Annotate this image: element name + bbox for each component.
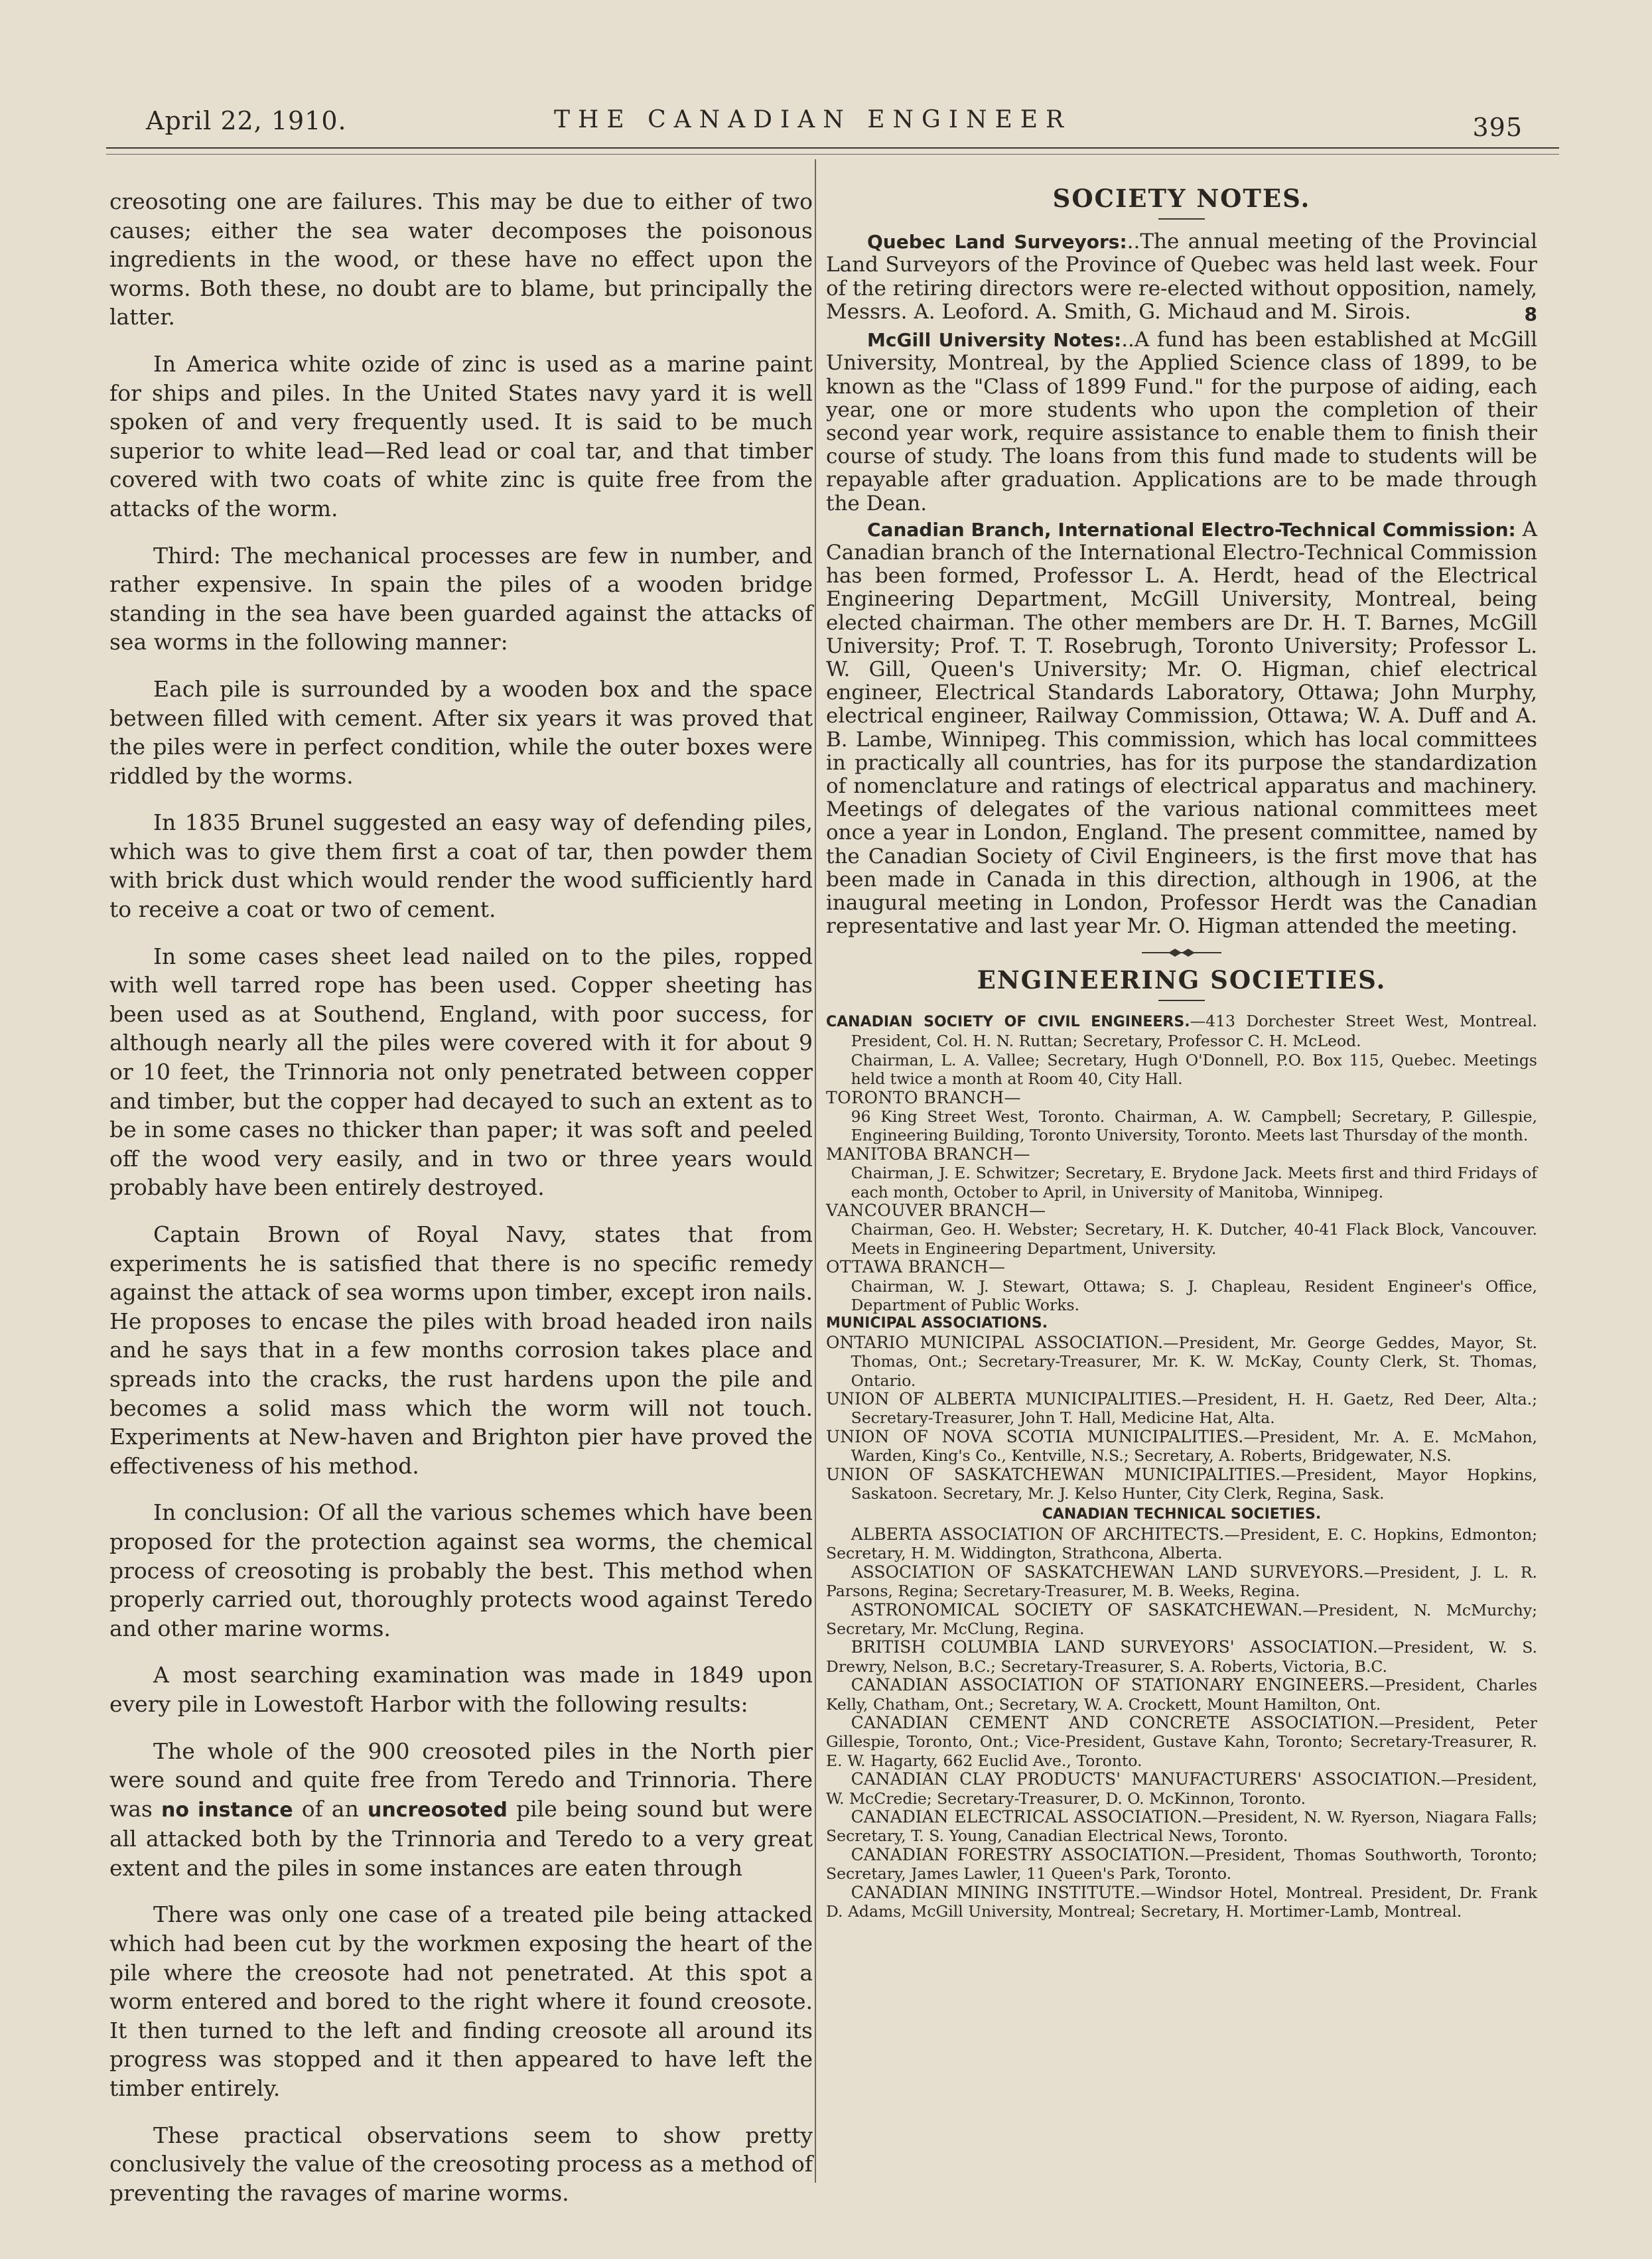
ornament-icon [1142,947,1221,958]
branch-entry: 96 King Street West, Toronto. Chairman, A. W. Campbell; Secretary, P. Gillespie, Engineering Building, Toronto University, Toronto. Meets last Thursday of the month. [851,1107,1537,1145]
header-rule-thin [106,154,1559,155]
article-paragraph: A most searching examination was made in 1849 upon every pile in Lowestoft Harbor with the following results: [109,1662,813,1717]
directory-entry: ASTRONOMICAL SOCIETY OF SASKATCHEWAN.—President, N. McMurchy; Secretary, Mr. McClung, Regina. [826,1600,1537,1638]
article-column [109,187,813,2225]
branch-heading: TORONTO BRANCH— [826,1087,1022,1107]
directory-entry: ASSOCIATION OF SASKATCHEWAN LAND SURVEYORS.—President, J. L. R. Parsons, Regina; Secretary-Treasurer, M. B. Weeks, Regina. [826,1562,1537,1601]
article-paragraph: In America white ozide of zinc is used as a marine paint for ships and piles. In the United States navy yard it is well spoken of and very frequently used. It is said to be much superior to white lead—Red lead or coal tar, and that timber covered with two coats of white zinc is quite free from the attacks of the worm. [109,350,813,521]
directory-entry: UNION OF SASKATCHEWAN MUNICIPALITIES.—President, Mayor Hopkins, Saskatoon. Secretary, Mr. J. Kelso Hunter, City Clerk, Regina, Sask. [826,1464,1537,1503]
margin-mark: 8 [1524,303,1537,326]
article-paragraph: In 1835 Brunel suggested an easy way of defending piles, which was to give them first a coat of tar, then powder them with brick dust which would render the wood sufficiently hard to receive a coat or two of cement. [109,809,813,923]
article-paragraph: In conclusion: Of all the various schemes which have been proposed for the protection against sea worms, the chemical process of creosoting is probably the best. This method when properly carried out, thoroughly protects wood against Teredo and other marine worms. [109,1499,813,1641]
section-rule [1158,218,1205,220]
society-note: McGill University Notes:..A fund has been established at McGill University, Montreal, by the Applied Science class of 1899, to be known as the "Class of 1899 Fund." for the purpose of aiding, each year, one or more students who upon the completion of their second year work, require assistance to enable them to finish their course of study. The loans from this fund made to students will be repayable after graduation. Applications are to be made through the Dean. [826,328,1538,515]
society-notes-heading: SOCIETY NOTES. [1052,184,1311,213]
directory-entry: CANADIAN MINING INSTITUTE.—Windsor Hotel, Montreal. President, Dr. Frank D. Adams, McGill University, Montreal; Secretary, H. Mortimer-Lamb, Montreal. [826,1882,1538,1921]
branch-entry: Chairman, J. E. Schwitzer; Secretary, E. Brydone Jack. Meets first and third Fridays of each month, October to April, in University of Manitoba, Winnipeg. [851,1164,1537,1201]
article-paragraph: Each pile is surrounded by a wooden box and the space between filled with cement. After six years it was proved that the piles were in perfect condition, while the outer boxes were riddled by the worms. [109,675,813,789]
article-paragraph: These practical observations seem to show pretty conclusively the value of the creosoting process as a method of preventing the ravages of marine worms. [109,2122,813,2206]
directory-entry: CANADIAN FORESTRY ASSOCIATION.—President, Thomas Southworth, Toronto; Secretary, James Lawler, 11 Queen's Park, Toronto. [826,1844,1538,1883]
section-rule [1158,1000,1205,1001]
branch-heading: MANITOBA BRANCH— [826,1144,1030,1164]
article-paragraph: The whole of the 900 creosoted piles in the North pier were sound and quite free from Teredo and Trinnoria. There was no instance of an uncreosoted pile being sound but were all attacked both by the Trinnoria and Teredo to a very great extent and the piles in some instances are eaten through [109,1738,813,1881]
society-note: Canadian Branch, International Electro-Technical Commission: A Canadian branch of the International Electro-Technical Commission has been formed, Professor L. A. Herdt, head of the Electrical Engineering Department, McGill University, Montreal, being elected chairman. The other members are Dr. H. T. Barnes, McGill University; Prof. T. T. Rosebrugh, Toronto University; Professor L. W. Gill, Queen's University; Mr. O. Higman, chief electrical engineer, Electrical Standards Laboratory, Ottawa; John Murphy, electrical engineer, Railway Commission, Ottawa; W. A. Duff and A. B. Lambe, Winnipeg. This commission, which has local committees in practically all countries, has for its purpose the standardization of nomenclature and ratings of electrical apparatus and machinery. Meetings of delegates of the various national committees meet once a year in London, England. The present committee, named by the Canadian Society of Civil Engineers, is the first move that has been made in Canada in this direction, although in 1906, at the inaugural meeting in London, Professor Herdt was the Canadian representative and last year Mr. O. Higman attended the meeting. [826,517,1537,939]
branch-entry: Chairman, W. J. Stewart, Ottawa; S. J. Chapleau, Resident Engineer's Office, Department of Public Works. [851,1276,1537,1314]
branch-entry: Chairman, L. A. Vallee; Secretary, Hugh O'Donnell, P.O. Box 115, Quebec. Meetings held twice a month at Room 40, City Hall. [851,1050,1537,1089]
column-divider [815,159,816,2183]
article-paragraph: Third: The mechanical processes are few in number, and rather expensive. In spain the piles of a wooden bridge standing in the sea have been guarded against the attacks of sea worms in the following manner: [109,542,813,655]
directory-entry: UNION OF ALBERTA MUNICIPALITIES.—President, H. H. Gaetz, Red Deer, Alta.; Secretary-Treasurer, John T. Hall, Medicine Hat, Alta. [826,1389,1538,1428]
directory-entry: BRITISH COLUMBIA LAND SURVEYORS' ASSOCIATION.—President, W. S. Drewry, Nelson, B.C.; Secretary-Treasurer, S. A. Roberts, Victoria, B.C. [826,1637,1537,1676]
directory-entry: CANADIAN SOCIETY OF CIVIL ENGINEERS.—413 Dorchester Street West, Montreal. President, Col. H. N. Ruttan; Secretary, Professor C. H. McLeod. [826,1011,1537,1051]
header-rule [106,147,1559,149]
directory-entry: ALBERTA ASSOCIATION OF ARCHITECTS.—President, E. C. Hopkins, Edmonton; Secretary, H. M. Widdington, Strathcona, Alberta. [826,1524,1537,1563]
article-paragraph: In some cases sheet lead nailed on to the piles, ropped with well tarred rope has been used. Copper sheeting has been used as at Southend, England, with poor success, for although nearly all the piles were covered with it for about 9 or 10 feet, the Trinnoria not only penetrated between copper and timber, but the copper had decayed to such an extent as to be in some cases no thicker than paper; it was soft and peeled off the wood very easily, and in two or three years would probably have been entirely destroyed. [109,943,813,1201]
society-directory [826,1012,1537,1921]
engineering-societies-heading: ENGINEERING SOCIETIES. [977,965,1387,994]
directory-entry: CANADIAN CEMENT AND CONCRETE ASSOCIATION.—President, Peter Gillespie, Toronto, Ont.; Vice-President, Gustave Kahn, Toronto; Secretary-Treasurer, R. E. W. Hagarty, 662 Euclid Ave., Toronto. [826,1712,1537,1770]
notes-column [826,184,1538,1921]
directory-entry: ONTARIO MUNICIPAL ASSOCIATION.—President, Mr. George Geddes, Mayor, St. Thomas, Ont.; Secretary-Treasurer, Mr. K. W. McKay, County Clerk, St. Thomas, Ontario. [826,1332,1537,1390]
branch-entry: Chairman, Geo. H. Webster; Secretary, H. K. Dutcher, 40-41 Flack Block, Vancouver. Meets in Engineering Department, University. [851,1220,1537,1258]
note-heading: McGill University Notes: [867,329,1122,352]
publication-title: THE CANADIAN ENGINEER [554,106,1072,133]
directory-entry: CANADIAN ASSOCIATION OF STATIONARY ENGINEERS.—President, Charles Kelly, Chatham, Ont.; Secretary, W. A. Crockett, Mount Hamilton, Ont. [826,1675,1538,1714]
directory-heading: CANADIAN TECHNICAL SOCIETIES. [1042,1506,1322,1523]
article-paragraph: There was only one case of a treated pile being attacked which had been cut by the workmen exposing the heart of the pile where the creosote had not penetrated. At this spot a worm entered and bored to the right where it found creosote. It then turned to the left and finding creosote all around its progress was stopped and it then appeared to have left the timber entirely. [109,1901,813,2102]
directory-entry: UNION OF NOVA SCOTIA MUNICIPALITIES.—President, Mr. A. E. McMahon, Warden, King's Co., Kentville, N.S.; Secretary, A. Roberts, Bridgewater, N.S. [826,1426,1538,1466]
issue-date: April 22, 1910. [146,106,347,135]
ornament-divider [826,941,1537,965]
emphasis-text: no instance [161,1798,293,1822]
note-heading: Canadian Branch, International Electro-Technical Commission: [867,518,1516,541]
note-heading: Quebec Land Surveyors: [867,231,1127,253]
branch-heading: OTTAWA BRANCH— [826,1257,1006,1277]
society-note: Quebec Land Surveyors:..The annual meeting of the Provincial Land Surveyors of the Province of Quebec was held last week. Four of the retiring directors were re-elected without opposition, namely, Messrs. A. Leoford. A. Smith, G. Michaud and M. Sirois. [826,230,1537,324]
directory-heading: CANADIAN SOCIETY OF CIVIL ENGINEERS. [826,1013,1190,1030]
article-paragraph: creosoting one are failures. This may be due to either of two causes; either the sea water decomposes the poisonous ingredients in the wood, or these have no effect upon the worms. Both these, no doubt are to blame, but principally the latter. [109,188,813,330]
branch-heading: VANCOUVER BRANCH— [826,1200,1046,1220]
page-number: 395 [1472,113,1523,142]
directory-heading: MUNICIPAL ASSOCIATIONS. [826,1315,1048,1332]
directory-entry: CANADIAN ELECTRICAL ASSOCIATION.—President, N. W. Ryerson, Niagara Falls; Secretary, T. S. Young, Canadian Electrical News, Toronto. [826,1807,1537,1846]
directory-entry: CANADIAN CLAY PRODUCTS' MANUFACTURERS' ASSOCIATION.—President, W. McCredie; Secretary-Treasurer, D. O. McKinnon, Toronto. [826,1769,1537,1808]
page-header [136,106,1523,146]
article-paragraph: Captain Brown of Royal Navy, states that from experiments he is satisfied that there is no specific remedy against the attack of sea worms upon timber, except iron nails. He proposes to encase the piles with broad headed iron nails and he says that in a few months corrosion takes place and spreads into the cracks, the rust hardens upon the pile and becomes a solid mass which the worm will not touch. Experiments at New-haven and Brighton pier have proved the effectiveness of his method. [109,1221,813,1479]
emphasis-text: uncreosoted [368,1798,508,1822]
